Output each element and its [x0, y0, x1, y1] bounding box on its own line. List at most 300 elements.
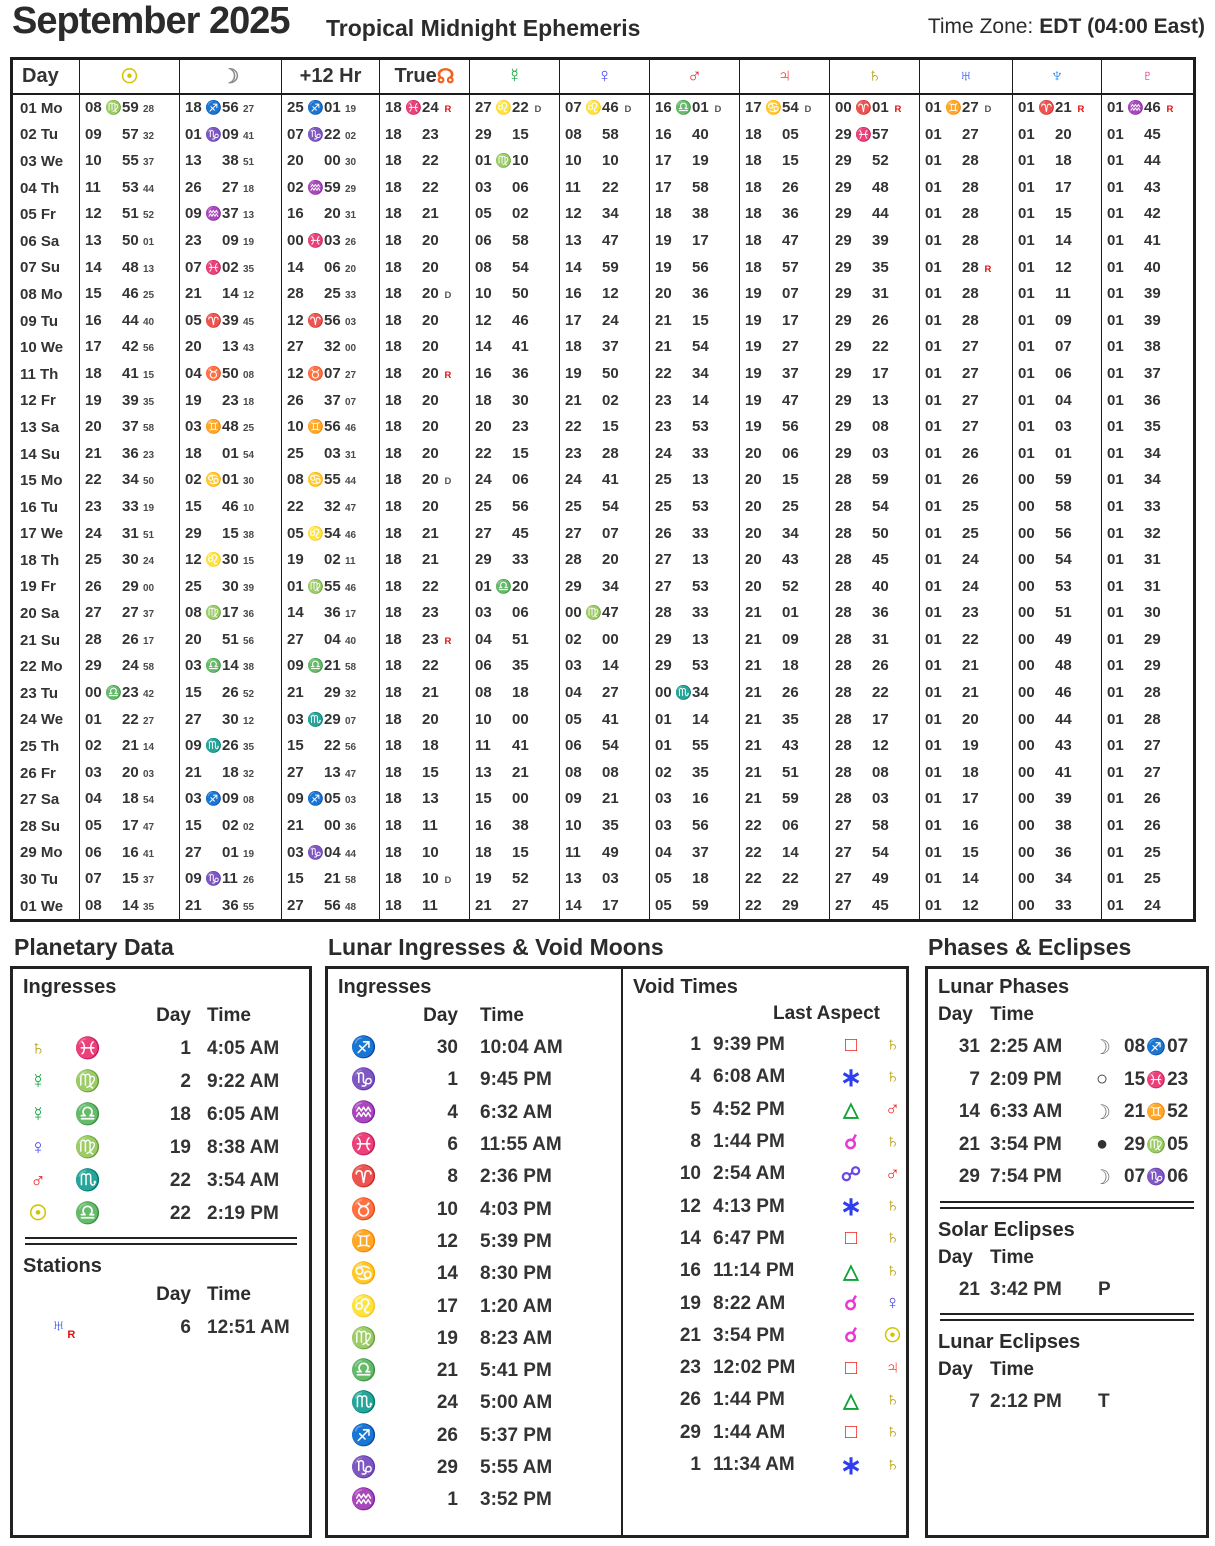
- planet-cell: [1101, 547, 1193, 574]
- sign-li-icon: ♎: [74, 1102, 102, 1126]
- planet-cell: [559, 733, 649, 760]
- sign-cp-icon: ♑: [307, 126, 324, 142]
- phase-time: 7:54 PM: [990, 1166, 1062, 1188]
- divider-double-rule: [25, 1237, 297, 1245]
- degrees: 18: [385, 178, 402, 196]
- solar-eclipses-rows: [928, 1274, 1206, 1306]
- seconds: 44: [143, 183, 155, 195]
- minutes: 59: [324, 178, 341, 196]
- minutes: 38: [512, 817, 529, 835]
- planet-cell: [179, 840, 281, 867]
- void-day: 8: [690, 1131, 701, 1153]
- lunar-eclipses-header: [928, 1354, 1206, 1386]
- degrees: 02: [287, 178, 304, 196]
- minutes: 51: [782, 763, 799, 781]
- minutes: 20: [602, 551, 619, 569]
- degrees: 18: [385, 843, 402, 861]
- degrees: 01: [1107, 471, 1124, 489]
- minutes: 05: [782, 125, 799, 143]
- planet-cell: [379, 414, 469, 441]
- seconds: 44: [345, 848, 357, 860]
- minutes: 14: [602, 657, 619, 675]
- saturn-icon: ♄: [885, 1033, 900, 1056]
- minutes: 56: [324, 896, 341, 914]
- minutes: 02: [602, 391, 619, 409]
- ephemeris-row: [13, 786, 1193, 813]
- planet-cell: [829, 308, 919, 335]
- planet-cell: [79, 228, 179, 255]
- degrees: 01: [925, 604, 942, 622]
- planet-cell: [649, 201, 739, 228]
- degrees: 01: [1107, 843, 1124, 861]
- station-day: 6: [180, 1316, 191, 1338]
- time-column-label: Time: [207, 1283, 252, 1305]
- void-time-row: [623, 1061, 906, 1093]
- minutes: 34: [782, 524, 799, 542]
- ephemeris-row: [13, 627, 1193, 654]
- planet-cell: [179, 148, 281, 175]
- degrees: 01: [925, 497, 942, 515]
- planet-cell: [559, 467, 649, 494]
- ephemeris-row: [13, 361, 1193, 388]
- mercury-icon: ☿: [30, 1069, 46, 1093]
- sign-ge-icon: ♊: [350, 1229, 378, 1253]
- minutes: 10: [422, 870, 439, 888]
- seconds: 58: [143, 662, 155, 674]
- planet-cell: [281, 228, 379, 255]
- lunar-ingress-row: [328, 1097, 621, 1129]
- lunar-ingresses-title: Ingresses: [338, 976, 432, 998]
- degrees: 21: [745, 604, 762, 622]
- minutes: 13: [222, 338, 239, 356]
- planet-cell: [79, 813, 179, 840]
- planet-cell: [179, 521, 281, 548]
- sign-cn-icon: ♋: [307, 472, 324, 488]
- planet-cell: [739, 148, 829, 175]
- minutes: 51: [122, 205, 139, 223]
- degrees: 17: [655, 178, 672, 196]
- degrees: 01: [925, 551, 942, 569]
- degrees: 24: [475, 471, 492, 489]
- degrees: 20: [475, 418, 492, 436]
- minutes: 23: [512, 418, 529, 436]
- page-title: September 2025: [12, 0, 290, 42]
- degrees: 18: [385, 737, 402, 755]
- planet-cell: [829, 680, 919, 707]
- sign-aq-icon: ♒: [350, 1488, 378, 1512]
- minutes: 17: [692, 231, 709, 249]
- minutes: 01: [222, 471, 239, 489]
- minutes: 47: [602, 604, 619, 622]
- planet-cell: [829, 228, 919, 255]
- column-header-saturn: [829, 60, 919, 93]
- degrees: 14: [85, 258, 102, 276]
- degrees: 01: [1018, 125, 1035, 143]
- minutes: 55: [324, 471, 341, 489]
- sign-aq-icon: ♒: [205, 206, 222, 222]
- planet-cell: [1012, 308, 1101, 335]
- column-header-plus12: [281, 60, 379, 93]
- minutes: 34: [122, 471, 139, 489]
- minutes: 20: [422, 418, 439, 436]
- planet-cell: [649, 414, 739, 441]
- jupiter-icon: ♃: [885, 1356, 900, 1379]
- void-times-rows: [623, 1029, 906, 1481]
- planet-cell: [1101, 840, 1193, 867]
- minutes: 36: [122, 444, 139, 462]
- degrees: 18: [185, 99, 202, 116]
- planet-cell: [179, 201, 281, 228]
- minutes: 42: [1144, 205, 1161, 223]
- planet-cell: [919, 574, 1012, 601]
- degrees: 01: [1107, 577, 1124, 595]
- degrees: 27: [835, 817, 852, 835]
- planet-cell: [1101, 228, 1193, 255]
- seconds: 31: [345, 449, 357, 461]
- minutes: 49: [602, 843, 619, 861]
- void-day: 21: [679, 1324, 701, 1346]
- column-header-sun: [79, 60, 179, 93]
- direct-marker: D: [714, 104, 722, 115]
- planet-cell: [1101, 388, 1193, 415]
- planet-cell: [179, 760, 281, 787]
- degrees: 21: [745, 684, 762, 702]
- seconds: 07: [345, 715, 357, 727]
- minutes: 28: [1144, 710, 1161, 728]
- retrograde-marker: R: [984, 263, 992, 275]
- planet-cell: [469, 627, 559, 654]
- degrees: 24: [85, 524, 102, 542]
- column-label: Day: [22, 65, 59, 87]
- ingress-time: 5:37 PM: [480, 1424, 552, 1446]
- sign-vi-icon: ♍: [585, 605, 602, 621]
- degrees: 18: [385, 790, 402, 808]
- planetary-ingress-row: [13, 1032, 309, 1065]
- seconds: 46: [345, 529, 357, 541]
- minutes: 40: [692, 125, 709, 143]
- planet-cell: [79, 494, 179, 521]
- planetary-ingresses-title: Ingresses: [23, 976, 117, 998]
- degrees: 00: [1018, 843, 1035, 861]
- planet-cell: [79, 255, 179, 282]
- sign-ta-icon: ♉: [205, 365, 222, 381]
- minutes: 33: [1055, 896, 1072, 914]
- planet-cell: [559, 840, 649, 867]
- saturn-icon: ♄: [885, 1227, 900, 1250]
- degrees: 29: [835, 444, 852, 462]
- degrees: 01: [85, 710, 102, 728]
- planet-cell: [919, 893, 1012, 920]
- planet-cell: [919, 653, 1012, 680]
- minutes: 39: [1144, 285, 1161, 303]
- degrees: 01: [1107, 99, 1124, 116]
- planet-cell: [829, 733, 919, 760]
- planet-cell: [1101, 414, 1193, 441]
- minutes: 47: [602, 231, 619, 249]
- planet-cell: [1012, 547, 1101, 574]
- minutes: 06: [782, 817, 799, 835]
- minutes: 59: [602, 258, 619, 276]
- day-cell: 15 Mo: [20, 472, 63, 490]
- degrees: 06: [475, 231, 492, 249]
- minutes: 57: [122, 125, 139, 143]
- planet-cell: [1012, 786, 1101, 813]
- eclipse-time: 3:42 PM: [990, 1278, 1062, 1300]
- planet-cell: [1101, 760, 1193, 787]
- sign-le-icon: ♌: [495, 100, 512, 115]
- planet-cell: [919, 308, 1012, 335]
- minutes: 01: [872, 99, 889, 116]
- sign-pi-icon: ♓: [74, 1036, 102, 1060]
- degrees: 21: [287, 817, 304, 835]
- ephemeris-row: [13, 547, 1193, 574]
- planet-cell: [1012, 122, 1101, 149]
- stations-rows: [13, 1311, 309, 1344]
- planet-cell: [469, 521, 559, 548]
- degrees: 28: [835, 497, 852, 515]
- degrees: 05: [475, 205, 492, 223]
- degrees: 25: [287, 99, 304, 116]
- minutes: 30: [222, 710, 239, 728]
- degrees: 01: [1107, 763, 1124, 781]
- planet-cell: [79, 414, 179, 441]
- minutes: 35: [692, 763, 709, 781]
- minutes: 10: [602, 152, 619, 170]
- minutes: 57: [782, 258, 799, 276]
- time-column-label: Time: [207, 1004, 252, 1026]
- ephemeris-row: [13, 441, 1193, 468]
- degrees: 01: [1107, 630, 1124, 648]
- seconds: 27: [243, 104, 255, 115]
- planetary-ingress-row: [13, 1164, 309, 1197]
- minutes: 48: [122, 258, 139, 276]
- degrees: 29: [835, 338, 852, 356]
- minutes: 42: [122, 338, 139, 356]
- degrees: 01: [1107, 497, 1124, 515]
- degrees: 18: [475, 391, 492, 409]
- minutes: 30: [512, 391, 529, 409]
- minutes: 56: [1055, 524, 1072, 542]
- ephemeris-row: [13, 95, 1193, 122]
- ephemeris-row: [13, 521, 1193, 548]
- minutes: 30: [222, 577, 239, 595]
- degrees: 22: [655, 364, 672, 382]
- minutes: 00: [324, 152, 341, 170]
- planet-cell: [559, 786, 649, 813]
- minutes: 14: [122, 896, 139, 914]
- minutes: 25: [1144, 870, 1161, 888]
- degrees: 01: [1107, 790, 1124, 808]
- degrees: 29: [185, 524, 202, 542]
- ephemeris-row: [13, 201, 1193, 228]
- void-time: 12:02 PM: [713, 1357, 796, 1379]
- ingress-day: 12: [436, 1230, 458, 1252]
- seconds: 46: [345, 423, 357, 435]
- planet-cell: [919, 786, 1012, 813]
- minutes: 22: [422, 178, 439, 196]
- time-column-label: Time: [990, 1358, 1035, 1380]
- degrees: 20: [655, 285, 672, 303]
- degrees: 18: [385, 285, 402, 303]
- degrees: 18: [385, 817, 402, 835]
- sign-cp-icon: ♑: [205, 871, 222, 887]
- sign-vi-icon: ♍: [74, 1069, 102, 1093]
- minutes: 54: [324, 524, 341, 542]
- planet-cell: [739, 813, 829, 840]
- degrees: 20: [185, 630, 202, 648]
- planet-cell: [379, 574, 469, 601]
- minutes: 59: [692, 896, 709, 914]
- planet-cell: [1101, 600, 1193, 627]
- degrees: 00: [1018, 763, 1035, 781]
- planet-cell: [829, 760, 919, 787]
- planet-cell: [919, 281, 1012, 308]
- seconds: 50: [143, 476, 155, 488]
- minutes: 02: [222, 258, 239, 276]
- eclipse-type: P: [1098, 1278, 1111, 1300]
- planet-cell: [179, 361, 281, 388]
- degrees: 00: [655, 684, 672, 702]
- minutes: 27: [962, 418, 979, 436]
- planet-cell: [649, 441, 739, 468]
- phase-day: 14: [958, 1101, 980, 1123]
- ingress-time: 6:32 AM: [480, 1101, 553, 1123]
- minutes: 24: [602, 311, 619, 329]
- minutes: 22: [422, 657, 439, 675]
- minutes: 28: [962, 205, 979, 223]
- day-cell: 01 We: [20, 897, 64, 915]
- planet-cell: [469, 361, 559, 388]
- minutes: 53: [1055, 577, 1072, 595]
- degrees: 20: [745, 524, 762, 542]
- degrees: 12: [565, 205, 582, 223]
- degrees: 02: [85, 737, 102, 755]
- degrees: 00: [1018, 630, 1035, 648]
- planet-cell: [559, 707, 649, 734]
- planet-cell: [281, 574, 379, 601]
- minutes: 04: [324, 630, 341, 648]
- minutes: 35: [782, 710, 799, 728]
- planet-cell: [649, 680, 739, 707]
- planet-cell: [1012, 653, 1101, 680]
- sign-ge-icon: ♊: [205, 419, 222, 435]
- minutes: 15: [962, 843, 979, 861]
- degrees: 01: [925, 444, 942, 462]
- planet-cell: [179, 441, 281, 468]
- planet-cell: [829, 201, 919, 228]
- degrees: 22: [745, 896, 762, 914]
- minutes: 13: [692, 630, 709, 648]
- planet-cell: [379, 840, 469, 867]
- ephemeris-row: [13, 494, 1193, 521]
- degrees: 18: [385, 391, 402, 409]
- minutes: 26: [222, 737, 239, 755]
- sign-ar-icon: ♈: [307, 312, 324, 328]
- planet-cell: [469, 467, 559, 494]
- minutes: 27: [1144, 737, 1161, 755]
- planet-cell: [1012, 228, 1101, 255]
- planet-cell: [1101, 281, 1193, 308]
- planet-cell: [739, 494, 829, 521]
- planet-cell: [829, 361, 919, 388]
- degrees: 22: [745, 843, 762, 861]
- planet-cell: [1101, 334, 1193, 361]
- column-header-node: [379, 60, 469, 93]
- seconds: 56: [345, 742, 357, 754]
- minutes: 15: [602, 418, 619, 436]
- minutes: 21: [422, 551, 439, 569]
- degrees: 14: [565, 258, 582, 276]
- sun-icon: ☉: [120, 66, 139, 88]
- ingress-day: 19: [436, 1327, 458, 1349]
- planet-cell: [1101, 786, 1193, 813]
- seconds: 02: [345, 130, 357, 142]
- sign-aq-icon: ♒: [350, 1100, 378, 1124]
- seconds: 52: [243, 689, 255, 701]
- minutes: 02: [222, 817, 239, 835]
- degrees: 21: [185, 763, 202, 781]
- planet-cell: [739, 308, 829, 335]
- planet-cell: [179, 334, 281, 361]
- seconds: 19: [243, 848, 255, 860]
- solar-eclipses-header: [928, 1242, 1206, 1274]
- planet-cell: [829, 388, 919, 415]
- lunar-ingress-row: [328, 1355, 621, 1387]
- divider-double-rule: [940, 1313, 1194, 1321]
- phases-eclipses-box: [925, 966, 1209, 1538]
- degrees: 18: [185, 444, 202, 462]
- minutes: 36: [222, 896, 239, 914]
- retrograde-marker: R: [444, 369, 452, 381]
- degrees: 09: [185, 870, 202, 888]
- seconds: 15: [143, 369, 155, 381]
- minutes: 23: [422, 604, 439, 622]
- planet-cell: [79, 467, 179, 494]
- planet-cell: [79, 733, 179, 760]
- void-time: 1:44 AM: [713, 1421, 786, 1443]
- minutes: 34: [692, 364, 709, 382]
- degrees: 29: [835, 125, 852, 143]
- planet-cell: [379, 308, 469, 335]
- void-time: 3:54 PM: [713, 1324, 785, 1346]
- degrees: 29: [835, 258, 852, 276]
- degrees: 17: [655, 152, 672, 170]
- degrees: 03: [655, 817, 672, 835]
- day-cell: 20 Sa: [20, 605, 60, 623]
- seconds: 32: [143, 130, 155, 142]
- planet-cell: [739, 574, 829, 601]
- minutes: 31: [872, 630, 889, 648]
- void-time: 9:39 PM: [713, 1034, 785, 1056]
- planet-cell: [469, 786, 559, 813]
- planet-cell: [469, 334, 559, 361]
- day-cell: 02 Tu: [20, 126, 59, 144]
- minutes: 54: [512, 258, 529, 276]
- seconds: 03: [345, 316, 357, 328]
- minutes: 01: [222, 843, 239, 861]
- lunar-eclipse-row: [928, 1386, 1206, 1418]
- seconds: 47: [345, 768, 357, 780]
- degrees: 03: [185, 657, 202, 675]
- minutes: 18: [422, 737, 439, 755]
- void-time: 8:22 AM: [713, 1292, 786, 1314]
- planet-cell: [179, 680, 281, 707]
- degrees: 01: [925, 710, 942, 728]
- minutes: 20: [122, 763, 139, 781]
- minutes: 18: [692, 870, 709, 888]
- minutes: 08: [602, 763, 619, 781]
- minutes: 15: [222, 524, 239, 542]
